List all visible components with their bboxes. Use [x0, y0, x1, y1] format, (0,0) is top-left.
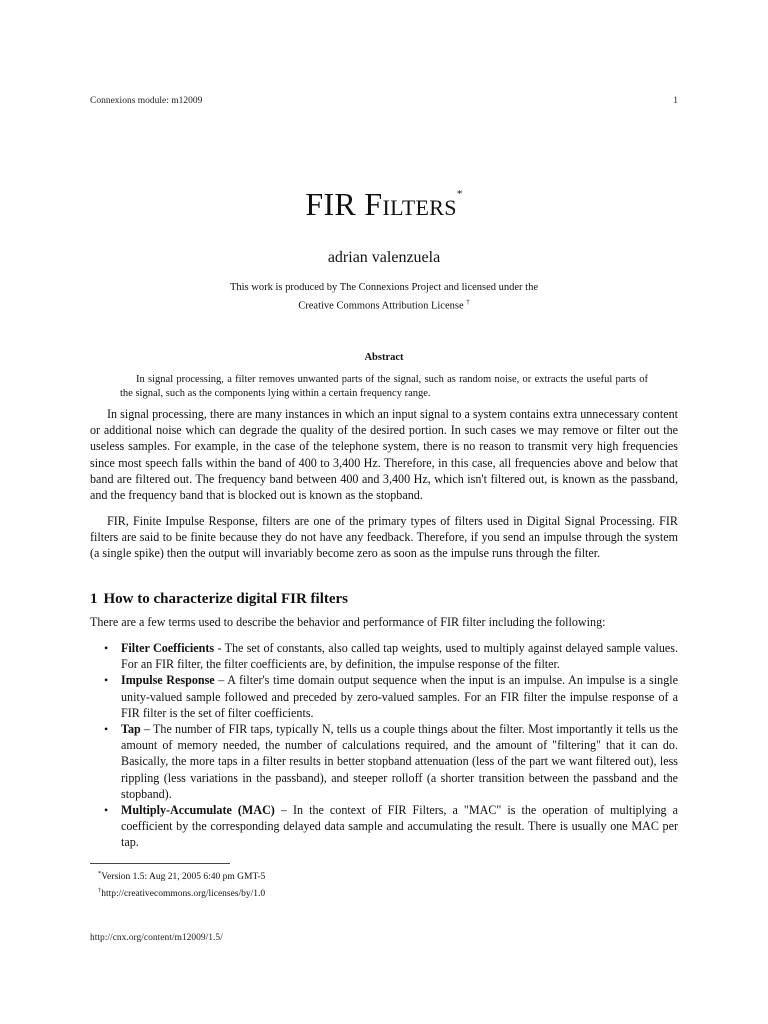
footnotes	[98, 867, 265, 901]
footnote-mark: †	[98, 887, 102, 895]
author-name: adrian valenzuela	[327, 249, 441, 266]
term-separator: –	[140, 722, 154, 737]
paragraph-text: FIR, Finite Impulse Response, filters are one of the primary types of filters used in Digital Signal Processing. FIR filters are said to be finite because they do not have any feedback. Therefore, if you send an impulse through the system (a single spike) then the output will invariably become zero as soon as the impulse runs through the filter.	[90, 514, 678, 561]
footnote-version	[98, 867, 265, 884]
term-separator: –	[274, 803, 293, 818]
bullet-icon: •	[104, 803, 109, 818]
abstract-heading: Abstract	[364, 352, 404, 363]
term-description: The number of FIR taps, typically N, tells us a couple things about the filter. Most importantly it tells us the amount of memory needed, the number of calculations required, and the amount of "filtering" that it can do. Basically, the more taps in a filter results in better stopband attenuation (less of the part we want filtered out), less rippling (less variations in the passband), and steeper rolloff (a shorter transition between the passband and the stopband).	[121, 722, 678, 801]
title-text: FIR Filters	[305, 186, 457, 222]
license-line-2	[0, 295, 768, 314]
section-number: 1	[90, 591, 98, 607]
term-separator: –	[214, 673, 228, 688]
paragraph-text: In signal processing, there are many instances in which an input signal to a system contains extra unnecessary content or additional noise which can degrade the quality of the desired portion. In such cases we may remove or filter out the useless samples. For example, in the case of the telephone system, there is no reason to transmit very high frequencies since most speech falls within the band of 400 to 3,400 Hz. Therefore, in this case, all frequencies above and below that band are filtered out. The frequency band between 400 and 3,400 Hz, which isn't filtered out, is known as the passband, and the frequency band that is blocked out is known as the stopband.	[90, 407, 678, 503]
footnote-mark: *	[98, 870, 102, 877]
page-number: 1	[673, 96, 678, 106]
title-footnote-mark: *	[456, 188, 463, 200]
section-intro-text: There are a few terms used to describe the behavior and performance of FIR filter including the following:	[90, 615, 606, 629]
bullet-icon: •	[104, 641, 109, 655]
footnote-divider	[90, 863, 230, 864]
section-heading	[90, 591, 348, 608]
section-title: How to characterize digital FIR filters	[103, 591, 349, 607]
term-description: In the context of FIR Filters, a "MAC" is the operation of multiplying a coefficient by the corresponding delayed data sample and accumulating the result. There is usually one MAC per tap.	[121, 803, 678, 850]
license-footnote-mark: †	[466, 298, 470, 306]
list-item	[90, 640, 678, 672]
term-label: Tap	[121, 722, 141, 737]
footnote-text: Version 1.5: Aug 21, 2005 6:40 pm GMT-5	[101, 872, 266, 883]
terms-list	[90, 640, 678, 851]
term-label: Filter Coefficients	[121, 641, 215, 655]
abstract-text: In signal processing, a filter removes unwanted parts of the signal, such as random noise, or extracts the useful parts of the signal, such as the components lying within a certain frequency range.	[120, 374, 648, 399]
list-item	[90, 672, 678, 721]
term-label: Multiply-Accumulate (MAC)	[121, 803, 275, 818]
term-description: The set of constants, also called tap weights, used to multiply against delayed sample values. For an FIR filter, the filter coefficients are, by definition, the impulse response of the filter.	[121, 641, 678, 672]
license-line-1: This work is produced by The Connexions Project and licensed under the	[229, 282, 539, 293]
license-name: Creative Commons Attribution License	[298, 300, 464, 312]
term-separator: -	[214, 641, 225, 655]
bullet-icon: •	[104, 673, 109, 688]
footnote-license-url[interactable]	[98, 884, 265, 901]
paragraph-fir	[90, 513, 678, 562]
list-item	[90, 721, 678, 802]
paragraph-intro	[90, 406, 678, 503]
footer-url[interactable]: http://cnx.org/content/m12009/1.5/	[90, 933, 223, 943]
section-intro	[90, 614, 678, 630]
bullet-icon: •	[104, 722, 109, 737]
term-label: Impulse Response	[121, 673, 215, 688]
footnote-link[interactable]: http://creativecommons.org/licenses/by/1.0	[101, 889, 266, 900]
module-label: Connexions module: m12009	[90, 96, 203, 106]
term-description: A filter's time domain output sequence when the input is an impulse. An impulse is a single unity-valued sample followed and preceded by zero-valued samples. For an FIR filter the impulse response of a FIR filter is the set of filter coefficients.	[121, 673, 678, 720]
abstract-body	[120, 373, 648, 401]
license-statement	[0, 280, 768, 314]
document-title	[0, 186, 768, 223]
list-item	[90, 802, 678, 851]
